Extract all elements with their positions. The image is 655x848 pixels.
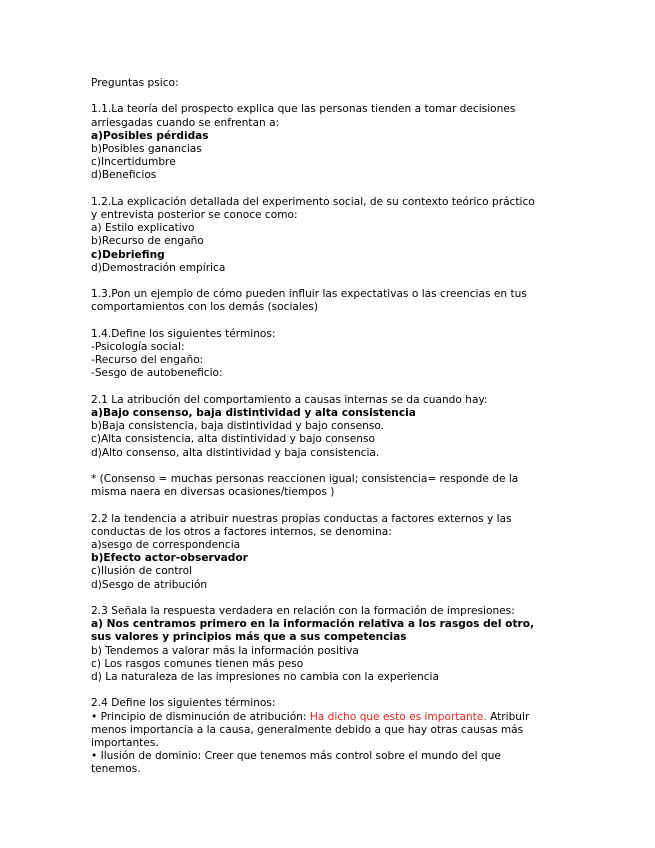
answer-option: d)Sesgo de atribución (91, 578, 208, 591)
spacer (91, 315, 571, 328)
answer-option: d)Alto consenso, alta distintividad y baja consistencia. (91, 446, 380, 459)
answer-option: c)Ilusión de control (91, 565, 193, 578)
question-2-1 (91, 394, 571, 460)
note-text: misma naera en diversas ocasiones/tiempos ) (91, 486, 335, 499)
term-item: -Recurso del engaño: (91, 354, 204, 367)
document-title: Preguntas psico: (91, 77, 179, 89)
spacer (91, 381, 571, 394)
question-text: 1.2.La explicación detallada del experimento social, de su contexto teórico práctico (91, 195, 535, 208)
question-1-1 (91, 103, 571, 182)
answer-option: a) Estilo explicativo (91, 222, 195, 235)
question-text: 1.3.Pon un ejemplo de cómo pueden influir las expectativas o las creencias en tus (91, 288, 527, 301)
answer-option: b) Tendemos a valorar más la información positiva (91, 644, 359, 657)
spacer (91, 275, 571, 288)
answer-option-correct: c)Debriefing (91, 248, 165, 261)
question-text: comportamientos con los demás (sociales) (91, 301, 318, 314)
answer-option-correct: b)Efecto actor-observador (91, 552, 248, 565)
spacer (91, 499, 571, 512)
answer-option: b)Baja consistencia, baja distintividad y bajo consenso. (91, 420, 385, 433)
spacer (91, 592, 571, 605)
answer-option: b)Recurso de engaño (91, 235, 204, 248)
spacer (91, 183, 571, 196)
question-1-3 (91, 288, 571, 314)
answer-option: c)Alta consistencia, alta distintividad y bajo consenso (91, 433, 376, 446)
question-text: y entrevista posterior se conoce como: (91, 209, 298, 221)
term-definition-text: Atribuir (486, 710, 530, 723)
document-page (91, 77, 571, 777)
question-2-3 (91, 605, 571, 684)
answer-option-correct: a)Posibles pérdidas (91, 129, 209, 142)
question-text: 2.2 la tendencia a atribuir nuestras propias conductas a factores externos y las (91, 512, 512, 525)
term-definition-text: menos importancia a la causa, generalmente debido a que hay otras causas más (91, 723, 524, 736)
question-text: 2.1 La atribución del comportamiento a causas internas se da cuando hay: (91, 393, 488, 406)
question-1-4 (91, 328, 571, 381)
term-definition (91, 711, 571, 724)
answer-option-correct: sus valores y principios más que a sus competencias (91, 631, 407, 644)
question-text: 1.1.La teoría del prospecto explica que las personas tienden a tomar decisiones (91, 103, 516, 116)
answer-option: c)Incertidumbre (91, 156, 176, 169)
term-definition-text: tenemos. (91, 763, 141, 776)
term-item: -Sesgo de autobeneficio: (91, 367, 223, 380)
question-text: 1.4.Define los siguientes términos: (91, 327, 276, 340)
answer-option: b)Posibles ganancias (91, 143, 202, 155)
answer-option: a)sesgo de correspondencia (91, 539, 241, 551)
spacer (91, 684, 571, 697)
answer-option: c) Los rasgos comunes tienen más peso (91, 657, 304, 670)
question-text: arriesgadas cuando se enfrentan a: (91, 116, 280, 129)
term-definition-text: importantes. (91, 737, 159, 750)
term-definition: • Ilusión de dominio: Creer que tenemos más control sobre el mundo del que (91, 750, 501, 763)
spacer (91, 90, 571, 103)
question-text: 2.4 Define los siguientes términos: (91, 697, 276, 710)
spacer (91, 460, 571, 473)
answer-option-correct: a)Bajo consenso, baja distintividad y alta consistencia (91, 407, 416, 419)
note-text: * (Consenso = muchas personas reaccionen igual; consistencia= responde de la (91, 473, 519, 485)
term-label: • Principio de disminución de atribución: (91, 710, 310, 723)
answer-option: d)Demostración empírica (91, 261, 226, 274)
term-item: -Psicología social: (91, 341, 185, 353)
question-text: 2.3 Señala la respuesta verdadera en relación con la formación de impresiones: (91, 605, 515, 617)
consensus-note (91, 473, 571, 499)
question-2-4 (91, 697, 571, 776)
answer-option-correct: a) Nos centramos primero en la información relativa a los rasgos del otro, (91, 618, 535, 631)
answer-option: d)Beneficios (91, 169, 157, 182)
answer-option: d) La naturaleza de las impresiones no cambia con la experiencia (91, 671, 439, 684)
question-text: conductas de los otros a factores internos, se denomina: (91, 525, 392, 538)
question-2-2 (91, 513, 571, 592)
highlight-note: Ha dicho que esto es importante. (309, 710, 487, 723)
question-1-2 (91, 196, 571, 275)
